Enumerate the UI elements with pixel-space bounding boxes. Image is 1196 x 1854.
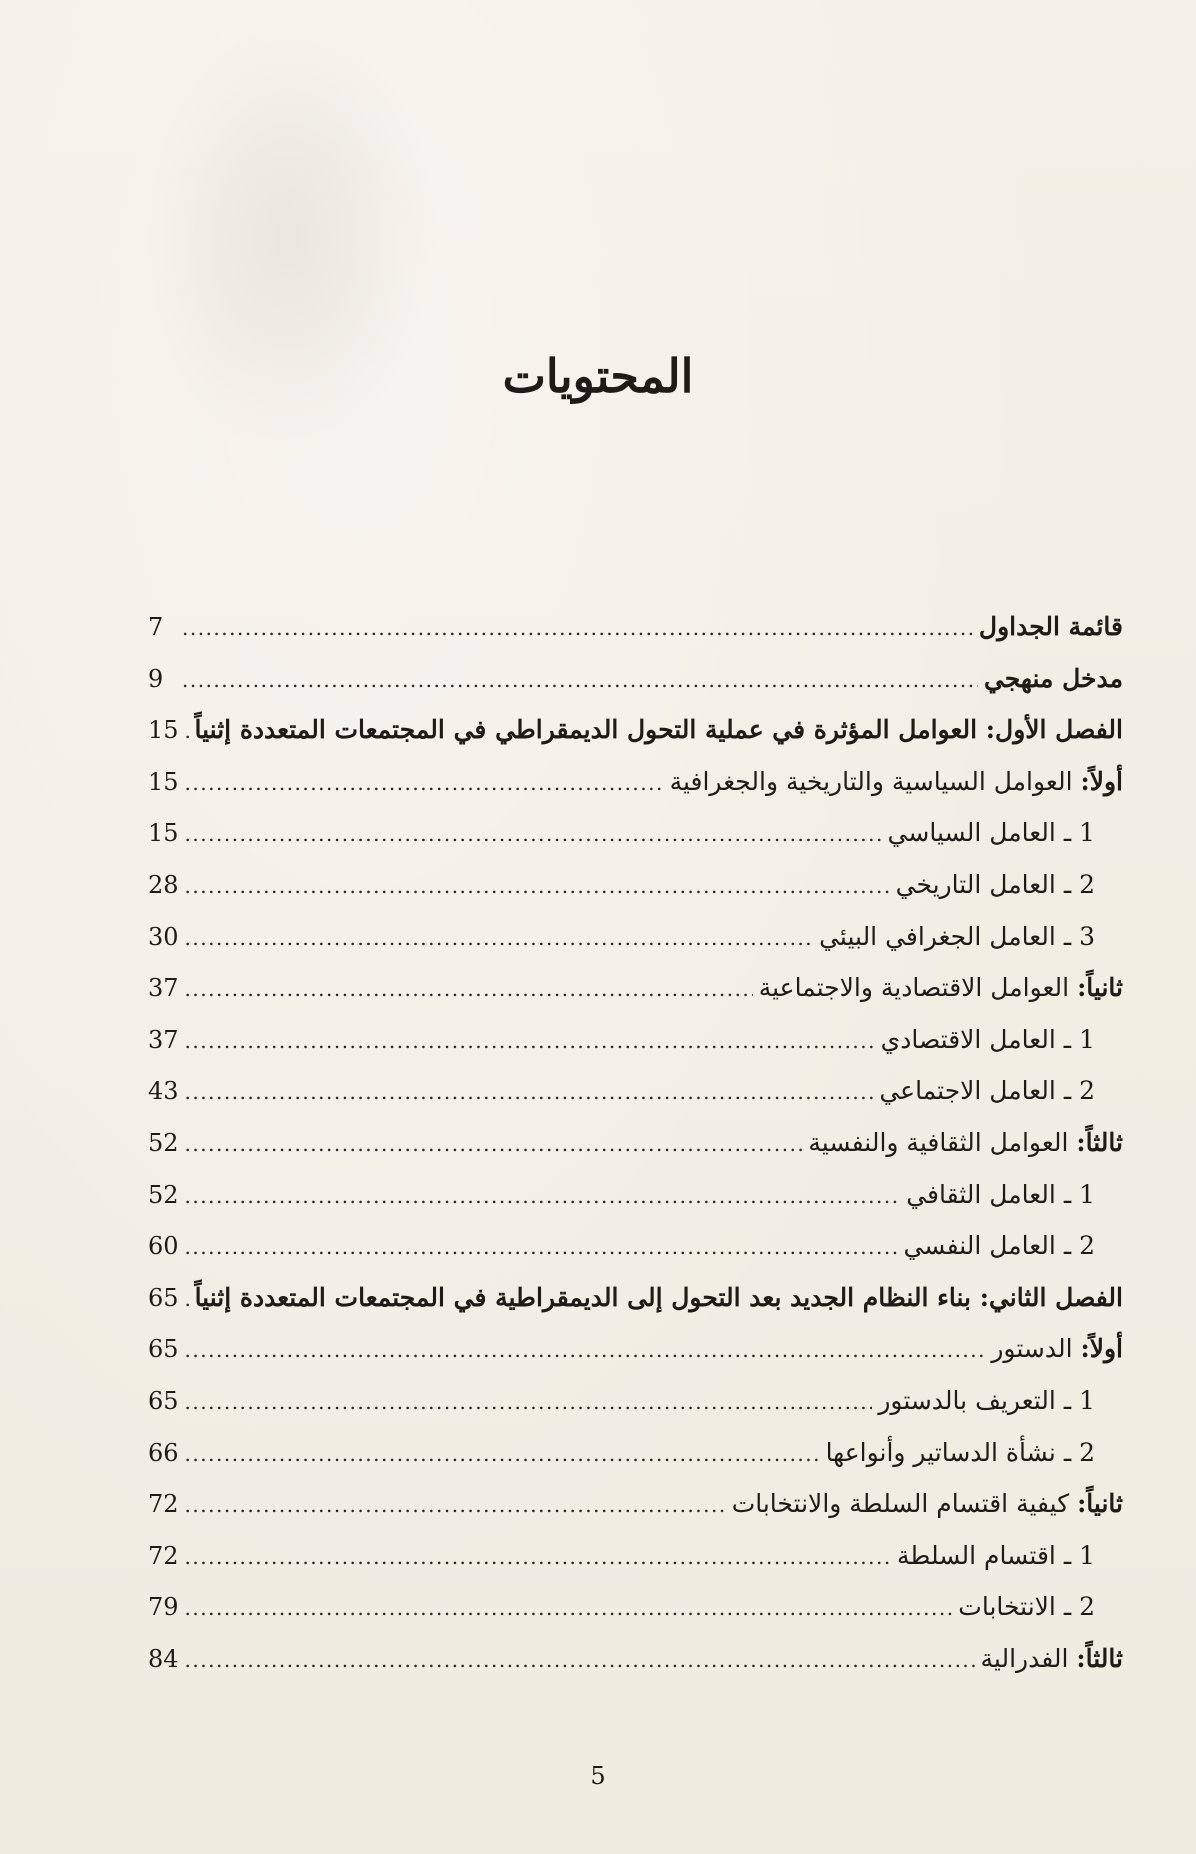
toc-entry xyxy=(148,715,1123,767)
toc-entry-label xyxy=(878,1386,1123,1415)
dot-leader xyxy=(185,719,189,743)
toc-entry-page: 65 xyxy=(148,1335,179,1364)
toc-entry-label xyxy=(826,1438,1123,1467)
toc-entry xyxy=(148,1180,1123,1232)
toc-entry-ordinal: أولاً: xyxy=(1080,1334,1123,1364)
toc-entry-label xyxy=(979,612,1123,641)
toc-entry-label xyxy=(888,818,1123,847)
toc-entry-text: مدخل منهجي xyxy=(983,663,1123,693)
toc-entry-page: 15 xyxy=(148,767,179,796)
toc-entry xyxy=(148,1386,1123,1438)
dot-leader xyxy=(185,1493,726,1517)
toc-entry-page: 52 xyxy=(148,1128,179,1157)
dot-leader xyxy=(185,1390,873,1414)
toc-entry-ordinal: ثالثاً: xyxy=(1076,1127,1123,1157)
toc-entry-page: 15 xyxy=(148,819,179,848)
toc-entry xyxy=(148,818,1123,870)
toc-entry-page: 72 xyxy=(148,1490,179,1519)
toc-entry-page: 66 xyxy=(148,1438,179,1467)
toc-entry-label xyxy=(195,1283,1123,1312)
table-of-contents xyxy=(148,612,1123,1695)
toc-entry-ordinal: ثانياً: xyxy=(1077,1489,1123,1519)
toc-entry xyxy=(148,973,1123,1025)
toc-entry xyxy=(148,767,1123,819)
toc-entry-page: 30 xyxy=(148,922,179,951)
toc-entry xyxy=(148,1025,1123,1077)
toc-entry-label xyxy=(897,1541,1123,1570)
toc-entry xyxy=(148,612,1123,664)
toc-entry xyxy=(148,870,1123,922)
toc-entry-label xyxy=(195,715,1123,744)
toc-entry-page: 9 xyxy=(148,664,164,693)
dot-leader xyxy=(185,771,664,795)
dot-leader xyxy=(185,874,890,898)
dot-leader xyxy=(185,1029,875,1053)
toc-entry-label xyxy=(732,1489,1123,1518)
toc-entry-label xyxy=(881,1025,1123,1054)
toc-entry-label xyxy=(981,1644,1123,1673)
toc-entry-label xyxy=(808,1128,1123,1157)
toc-entry-text: قائمة الجداول xyxy=(978,612,1123,641)
toc-entry xyxy=(148,1541,1123,1593)
toc-entry xyxy=(148,1489,1123,1541)
toc-entry-label xyxy=(958,1592,1123,1621)
dot-leader xyxy=(185,1596,953,1620)
toc-entry-page: 15 xyxy=(148,716,179,745)
toc-entry-text: الفدرالية xyxy=(980,1643,1069,1673)
dot-leader xyxy=(185,926,814,950)
toc-entry xyxy=(148,1076,1123,1128)
toc-entry-page: 52 xyxy=(148,1180,179,1209)
toc-entry-text: 2 ـ نشأة الدساتير وأنواعها xyxy=(825,1437,1095,1467)
toc-entry xyxy=(148,1438,1123,1490)
toc-entry-text: 1 ـ التعريف بالدستور xyxy=(878,1385,1095,1415)
toc-entry-text: 2 ـ العامل الاجتماعي xyxy=(879,1076,1095,1106)
toc-entry-page: 37 xyxy=(148,1025,179,1054)
toc-entry-page: 28 xyxy=(148,870,179,899)
page-number: 5 xyxy=(590,1762,606,1790)
toc-entry-text: 2 ـ العامل التاريخي xyxy=(895,869,1095,899)
dot-leader xyxy=(185,1132,803,1156)
toc-entry-page: 65 xyxy=(148,1386,179,1415)
toc-entry-text: 2 ـ الانتخابات xyxy=(958,1592,1095,1622)
toc-entry-page: 37 xyxy=(148,974,179,1003)
toc-entry-ordinal: ثالثاً: xyxy=(1076,1643,1123,1673)
dot-leader xyxy=(182,668,978,692)
page-title: المحتويات xyxy=(502,348,694,403)
dot-leader xyxy=(185,1338,986,1362)
toc-entry-label xyxy=(991,1334,1123,1363)
dot-leader xyxy=(185,1235,898,1259)
toc-entry-label xyxy=(879,1076,1123,1105)
toc-entry-page: 43 xyxy=(148,1077,179,1106)
toc-entry-page: 7 xyxy=(148,613,164,641)
toc-entry-ordinal: أولاً: xyxy=(1080,766,1123,796)
toc-entry xyxy=(148,664,1123,716)
toc-entry xyxy=(148,922,1123,974)
toc-entry-text: 1 ـ العامل الثقافي xyxy=(906,1179,1095,1209)
toc-entry-ordinal: ثانياً: xyxy=(1077,973,1123,1003)
dot-leader xyxy=(185,1648,975,1672)
toc-entry xyxy=(148,1283,1123,1335)
toc-entry-text: العوامل السياسية والتاريخية والجغرافية xyxy=(669,766,1073,796)
toc-entry-text: العوامل الاقتصادية والاجتماعية xyxy=(758,973,1070,1003)
toc-entry-label xyxy=(819,922,1123,951)
dot-leader xyxy=(185,1184,901,1208)
toc-entry xyxy=(148,1334,1123,1386)
toc-entry-text: الفصل الأول: العوامل المؤثرة في عملية التحول الديمقراطي في المجتمعات المتعددة إثنياً xyxy=(194,715,1123,745)
toc-entry-page: 60 xyxy=(148,1232,179,1261)
toc-entry-text: الدستور xyxy=(991,1334,1073,1364)
dot-leader xyxy=(185,1442,820,1466)
toc-entry-text: 1 ـ العامل السياسي xyxy=(887,818,1095,848)
dot-leader xyxy=(185,1080,874,1104)
toc-entry-label xyxy=(759,973,1123,1002)
toc-entry-text: 1 ـ اقتسام السلطة xyxy=(897,1540,1095,1570)
toc-entry-label xyxy=(906,1180,1123,1209)
toc-entry-text: الفصل الثاني: بناء النظام الجديد بعد التحول إلى الديمقراطية في المجتمعات المتعددة إثنياً xyxy=(194,1282,1123,1312)
toc-entry xyxy=(148,1592,1123,1644)
toc-entry-page: 79 xyxy=(148,1593,179,1622)
toc-entry xyxy=(148,1644,1123,1696)
toc-entry-text: 1 ـ العامل الاقتصادي xyxy=(880,1024,1095,1054)
toc-entry-page: 84 xyxy=(148,1644,179,1673)
dot-leader xyxy=(182,616,973,640)
toc-entry-text: العوامل الثقافية والنفسية xyxy=(808,1127,1069,1157)
toc-entry-text: 2 ـ العامل النفسي xyxy=(903,1231,1095,1261)
dot-leader xyxy=(185,1287,189,1311)
toc-entry-label xyxy=(903,1231,1123,1260)
toc-entry-page: 65 xyxy=(148,1283,179,1312)
toc-entry-label xyxy=(670,767,1123,796)
toc-entry-text: كيفية اقتسام السلطة والانتخابات xyxy=(731,1489,1070,1519)
dot-leader xyxy=(185,977,753,1001)
dot-leader xyxy=(185,822,882,846)
toc-entry xyxy=(148,1128,1123,1180)
toc-entry-label xyxy=(896,870,1123,899)
toc-entry-label xyxy=(984,664,1123,693)
toc-entry-text: 3 ـ العامل الجغرافي البيئي xyxy=(819,921,1095,951)
toc-entry xyxy=(148,1231,1123,1283)
dot-leader xyxy=(185,1545,891,1569)
toc-entry-page: 72 xyxy=(148,1541,179,1570)
